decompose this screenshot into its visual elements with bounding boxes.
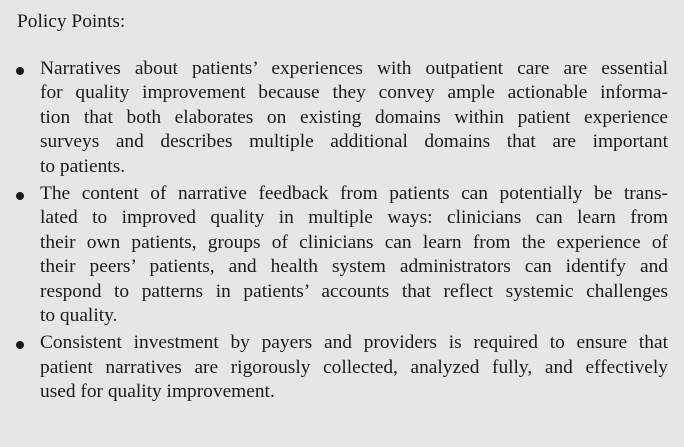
list-item <box>16 331 668 404</box>
text-line: respond to patterns in patients’ accounts that reflect systemic challenges <box>40 280 668 302</box>
text-line: to patients. <box>40 155 126 177</box>
text-line: for quality improvement because they convey ample actionable informa- <box>40 82 668 104</box>
section-title: Policy Points: <box>17 11 126 32</box>
point-text <box>40 331 668 404</box>
text-line: Narratives about patients’ experiences with outpatient care are essential <box>40 58 668 79</box>
text-line: their own patients, groups of clinicians can learn from the experience of <box>40 231 668 253</box>
policy-points-list <box>16 57 668 405</box>
text-line: Consistent investment by payers and providers is required to ensure that <box>40 332 668 354</box>
bullet-icon <box>16 341 24 349</box>
point-text <box>40 57 668 179</box>
bullet-icon <box>16 67 24 75</box>
text-line: used for quality improvement. <box>40 381 275 403</box>
text-line: lated to improved quality in multiple ways: clinicians can learn from <box>40 207 668 229</box>
list-item <box>16 182 668 328</box>
text-line: tion that both elaborates on existing domains within patient experience <box>40 106 668 128</box>
text-line: patient narratives are rigorously collected, analyzed fully, and effectively <box>40 356 668 378</box>
bullet-icon <box>16 192 24 200</box>
text-line: surveys and describes multiple additional domains that are important <box>40 131 668 153</box>
point-text <box>40 182 668 328</box>
text-line: to quality. <box>40 305 118 327</box>
text-line: The content of narrative feedback from patients can potentially be trans- <box>40 183 668 205</box>
list-item <box>16 57 668 179</box>
text-line: their peers’ patients, and health system administrators can identify and <box>40 256 668 278</box>
